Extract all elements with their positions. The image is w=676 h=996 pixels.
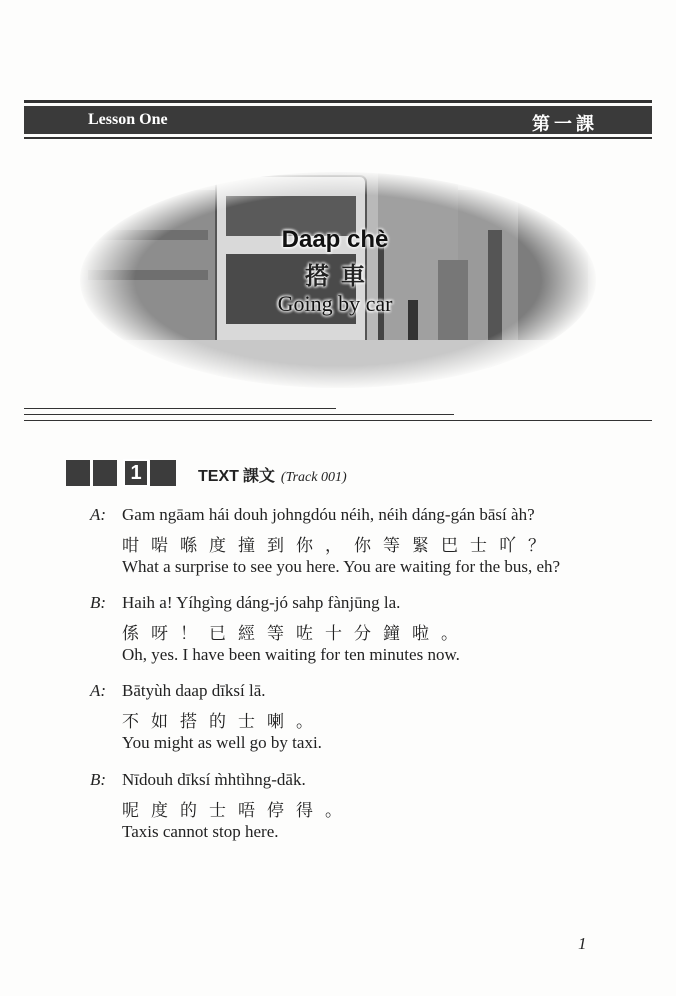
romanized-text: Haih a! Yíhgìng dáng-jó sahp fànjūng la. [122,593,401,612]
chinese-text: 咁啱喺度撞到你，你等緊巴士吖？ [122,536,557,556]
lesson-chinese: 第一課 [532,114,598,135]
english-text: Taxis cannot stop here. [122,822,279,841]
section-block [93,460,117,486]
section-title-chinese: 課文 [242,466,275,485]
divider-rule [24,414,454,415]
romanized-text: Nīdouh dīksí m̀htìhng-dāk. [122,770,306,789]
english-text: You might as well go by taxi. [122,733,322,752]
romanized-text: Gam ngāam hái douh johngdóu néih, néih dáng-gán bāsí àh? [122,505,535,524]
chinese-text: 不如搭的士喇。 [122,712,325,732]
section-number: 1 [123,459,149,487]
speaker-label: B: [90,770,107,789]
divider-rule [24,408,336,409]
section-block [66,460,90,486]
chinese-text: 呢度的士唔停得。 [122,801,354,821]
section-title-text: TEXT [198,468,239,485]
track-label: (Track 001) [280,470,347,485]
title-romanized: Daap chè [281,226,389,253]
title-english: Going by car [277,291,393,316]
romanized-text: Bātyùh daap dīksí lā. [122,681,266,700]
english-text: Oh, yes. I have been waiting for ten minutes now. [122,645,460,664]
page-number: 1 [578,934,587,953]
lesson-banner [24,106,652,134]
top-rule [24,100,652,103]
speaker-label: A: [90,505,107,524]
lesson-title [230,226,440,317]
section-title [198,463,347,486]
title-chinese: 搭車 [305,262,377,290]
banner-bottom-rule [24,137,652,139]
section-block [150,460,176,486]
chinese-text: 係呀！已經等咗十分鐘啦。 [122,624,470,644]
speaker-label: A: [90,681,107,700]
divider-rule [24,420,652,421]
speaker-label: B: [90,593,107,612]
lesson-label: Lesson One [88,111,168,128]
english-text: What a surprise to see you here. You are waiting for the bus, eh? [122,557,561,576]
